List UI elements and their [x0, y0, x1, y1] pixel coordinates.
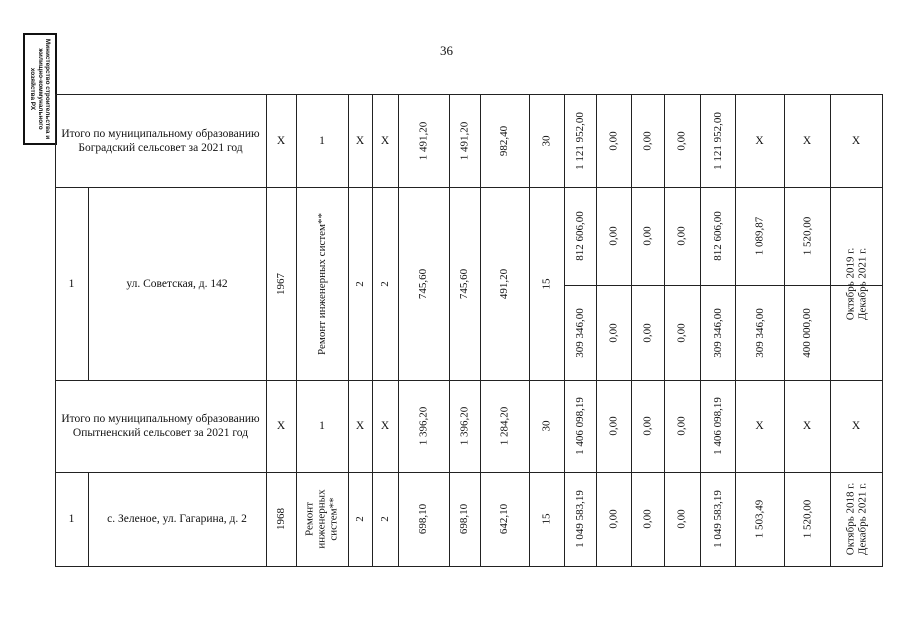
item-2-cost [564, 472, 596, 566]
col-border-0-14 [700, 94, 701, 188]
item-2-entrances-text: 2 [379, 516, 391, 522]
total-0-fund-1 [596, 94, 631, 187]
item-1-fund-2-a-text: 0,00 [641, 226, 654, 246]
total-2-area-living-text: 1 396,20 [458, 406, 471, 446]
col-border-0-7 [449, 94, 450, 188]
item-2-unit-cost [735, 472, 784, 566]
total-2-area-total [398, 380, 449, 472]
col-border-0-6 [398, 94, 399, 188]
col-border-0-11 [596, 94, 597, 188]
col-border-2-7 [449, 380, 450, 473]
item-1-year [266, 187, 296, 380]
item-1-cost-b-text: 309 346,00 [574, 307, 586, 358]
total-0-fund-3-text: 0,00 [676, 130, 688, 151]
total-2-area-owned-text: 1 284,20 [498, 406, 511, 446]
total-0-owners-funds [700, 94, 735, 187]
total-2-unit-cost: Х [755, 420, 764, 432]
item-2-limit-cost-text: 1 520,00 [801, 499, 813, 539]
item-1-unit-cost-b [735, 285, 784, 380]
col-border-0-3 [296, 94, 297, 188]
col-border-3-18 [882, 472, 883, 567]
total-0-residents [529, 94, 564, 187]
item-1-residents-text: 15 [540, 278, 553, 289]
col-border-0-4 [348, 94, 349, 188]
total-2-owners-funds [700, 380, 735, 472]
item-1-cost-a [564, 187, 596, 285]
item-1-floors-text: 2 [354, 280, 366, 287]
item-2-area-owned [480, 472, 529, 566]
total-0-cost-text: 1 121 952,00 [574, 111, 586, 170]
item-1-fund-2-b-text: 0,00 [641, 322, 654, 343]
total-2-c3: Х [355, 420, 365, 432]
item-2-fund-2-text: 0,00 [641, 509, 654, 529]
item-1-area-owned [480, 187, 529, 380]
total-0-fund-2 [631, 94, 664, 187]
total-0-area-total-text: 1 491,20 [417, 121, 430, 160]
total-0-residents-text: 30 [540, 135, 553, 146]
item-2-year [266, 472, 296, 566]
item-1-cost-b [564, 285, 596, 380]
item-1-limit-cost-b-text: 400 000,00 [801, 307, 813, 358]
col-border-2-0 [55, 380, 56, 473]
item-1-area-owned-text: 491,20 [498, 268, 511, 299]
col-border-1-18 [882, 187, 883, 381]
item-1-owners-funds-b [700, 285, 735, 380]
col-border-2-15 [735, 380, 736, 473]
item-2-work-text: Ремонт инженерных систем** [304, 489, 341, 549]
col-border-2-11 [596, 380, 597, 473]
total-2-limit-cost: Х [802, 420, 812, 432]
item-1-area-living [449, 187, 480, 380]
total-0-c4: Х [380, 134, 390, 147]
col-border-0-5 [372, 94, 373, 188]
total-0-limit-cost: Х [802, 134, 812, 147]
item-2-fund-1 [596, 472, 631, 566]
col-border-2-6 [398, 380, 399, 473]
col-border-2-5 [372, 380, 373, 473]
total-2-area-living [449, 380, 480, 472]
col-border-0-8 [480, 94, 481, 188]
total-0-c1: Х [276, 134, 286, 147]
item-1-fund-3-a-text: 0,00 [676, 226, 688, 246]
item-1-fund-1-b [596, 285, 631, 380]
item-2-floors-text: 2 [354, 516, 366, 522]
col-border-2-14 [700, 380, 701, 473]
item-2-area-total-text: 698,10 [417, 503, 430, 535]
item-2-area-living [449, 472, 480, 566]
total-2-area-owned [480, 380, 529, 472]
total-0-area-total [398, 94, 449, 187]
total-0-fund-3 [664, 94, 700, 187]
item-1-floors [348, 187, 372, 380]
col-border-2-8 [480, 380, 481, 473]
item-2-cost-text: 1 049 583,19 [574, 490, 586, 548]
item-1-unit-cost-a [735, 187, 784, 285]
total-0-dates: Х [851, 134, 861, 147]
total-2-cost [564, 380, 596, 472]
total-2-owners-funds-text: 1 406 098,19 [711, 397, 724, 455]
item-1-unit-cost-a-text: 1 089,87 [753, 216, 766, 256]
item-1-limit-cost-a [784, 187, 830, 285]
item-2-owners-funds [700, 472, 735, 566]
total-2-fund-1 [596, 380, 631, 472]
total-0-title: Итого по муниципальному образованию Боградский сельсовет за 2021 год [61, 127, 260, 154]
item-1-residents [529, 187, 564, 380]
item-2-year-text: 1968 [275, 508, 287, 530]
item-2-residents [529, 472, 564, 566]
item-1-area-living-text: 745,60 [458, 268, 471, 299]
item-1-dates [830, 187, 882, 380]
item-2-unit-cost-text: 1 503,49 [753, 499, 766, 539]
item-2-fund-1-text: 0,00 [607, 509, 620, 529]
item-2-dates-text: Октябрь 2018 г. Декабрь 2021 г. [844, 482, 868, 556]
total-2-fund-1-text: 0,00 [607, 416, 620, 436]
total-2-area-total-text: 1 396,20 [417, 406, 430, 446]
item-1-fund-2-b [631, 285, 664, 380]
item-1-entrances-text: 2 [379, 280, 391, 287]
col-border-0-16 [784, 94, 785, 188]
col-border-0-17 [830, 94, 831, 188]
col-border-2-12 [631, 380, 632, 473]
total-0-area-living-text: 1 491,20 [458, 121, 471, 160]
col-border-2-10 [564, 380, 565, 473]
item-2-fund-3-text: 0,00 [676, 509, 688, 529]
item-1-area-total-text: 745,60 [417, 268, 430, 299]
total-0-unit-cost: Х [755, 134, 764, 147]
total-0-area-living [449, 94, 480, 187]
item-1-fund-3-b-text: 0,00 [676, 322, 688, 343]
col-border-2-2 [266, 380, 267, 473]
item-1-fund-3-b [664, 285, 700, 380]
item-1-fund-3-a [664, 187, 700, 285]
item-1-fund-2-a [631, 187, 664, 285]
item-1-year-text: 1967 [275, 272, 287, 295]
col-border-2-13 [664, 380, 665, 473]
col-border-0-9 [529, 94, 530, 188]
item-1-cost-a-text: 812 606,00 [574, 211, 586, 261]
page-number: 36 [440, 43, 453, 58]
item-1-dates-text: Октябрь 2019 г. Декабрь 2021 г. [844, 247, 868, 320]
total-2-dates: Х [851, 420, 861, 432]
row-border-4 [55, 566, 883, 567]
item-1-limit-cost-b [784, 285, 830, 380]
total-0-area-owned-text: 982,40 [498, 125, 511, 156]
item-1-area-total [398, 187, 449, 380]
item-2-fund-3 [664, 472, 700, 566]
item-2-entrances [372, 472, 398, 566]
total-0-c3: Х [355, 134, 365, 147]
col-border-2-3 [296, 380, 297, 473]
col-border-2-9 [529, 380, 530, 473]
col-border-2-17 [830, 380, 831, 473]
item-2-floors [348, 472, 372, 566]
item-2-dates [830, 472, 882, 566]
item-2-area-living-text: 698,10 [458, 503, 471, 535]
col-border-0-10 [564, 94, 565, 188]
total-2-c2: 1 [319, 420, 325, 432]
item-2-residents-text: 15 [540, 513, 553, 525]
col-border-2-16 [784, 380, 785, 473]
total-0-area-owned [480, 94, 529, 187]
item-1-owners-funds-a [700, 187, 735, 285]
item-2-limit-cost [784, 472, 830, 566]
total-0-c2: 1 [319, 134, 325, 147]
total-2-fund-3-text: 0,00 [676, 416, 688, 436]
item-2-num: 1 [68, 513, 75, 525]
stamp-text: Министерство строительства и жилищно-коммунального хозяйства РХ [29, 38, 52, 140]
col-border-0-13 [664, 94, 665, 188]
item-1-limit-cost-a-text: 1 520,00 [801, 216, 813, 256]
col-border-0-2 [266, 94, 267, 188]
col-border-2-18 [882, 380, 883, 473]
total-2-cost-text: 1 406 098,19 [574, 397, 586, 455]
col-border-0-0 [55, 94, 56, 188]
total-2-fund-2 [631, 380, 664, 472]
total-2-fund-2-text: 0,00 [641, 416, 654, 436]
item-1-fund-1-b-text: 0,00 [607, 322, 620, 343]
item-2-work [296, 472, 348, 566]
item-2-address: с. Зеленое, ул. Гагарина, д. 2 [107, 513, 247, 525]
item-1-num: 1 [68, 277, 75, 290]
total-0-cost [564, 94, 596, 187]
total-2-residents-text: 30 [540, 420, 553, 432]
col-border-2-4 [348, 380, 349, 473]
col-border-0-15 [735, 94, 736, 188]
item-1-fund-1-a [596, 187, 631, 285]
item-1-entrances [372, 187, 398, 380]
item-1-address: ул. Советская, д. 142 [126, 277, 228, 290]
item-2-area-owned-text: 642,10 [498, 503, 511, 535]
item-1-work [296, 187, 348, 380]
total-0-owners-funds-text: 1 121 952,00 [711, 111, 724, 170]
col-border-0-18 [882, 94, 883, 188]
total-0-fund-2-text: 0,00 [641, 130, 654, 151]
total-2-c1: Х [276, 420, 286, 432]
item-1-fund-1-a-text: 0,00 [607, 226, 620, 246]
total-2-fund-3 [664, 380, 700, 472]
item-2-area-total [398, 472, 449, 566]
item-2-fund-2 [631, 472, 664, 566]
total-2-residents [529, 380, 564, 472]
total-2-c4: Х [380, 420, 390, 432]
item-1-owners-funds-a-text: 812 606,00 [711, 211, 724, 261]
ministry-stamp [23, 33, 57, 145]
col-border-0-12 [631, 94, 632, 188]
total-0-fund-1-text: 0,00 [607, 130, 620, 151]
item-1-work-text: Ремонт инженерных систем** [316, 212, 328, 355]
item-2-owners-funds-text: 1 049 583,19 [711, 490, 724, 548]
item-1-owners-funds-b-text: 309 346,00 [711, 307, 724, 358]
item-1-unit-cost-b-text: 309 346,00 [753, 307, 766, 358]
total-2-title: Итого по муниципальному образованию Опытненский сельсовет за 2021 год [61, 413, 260, 439]
